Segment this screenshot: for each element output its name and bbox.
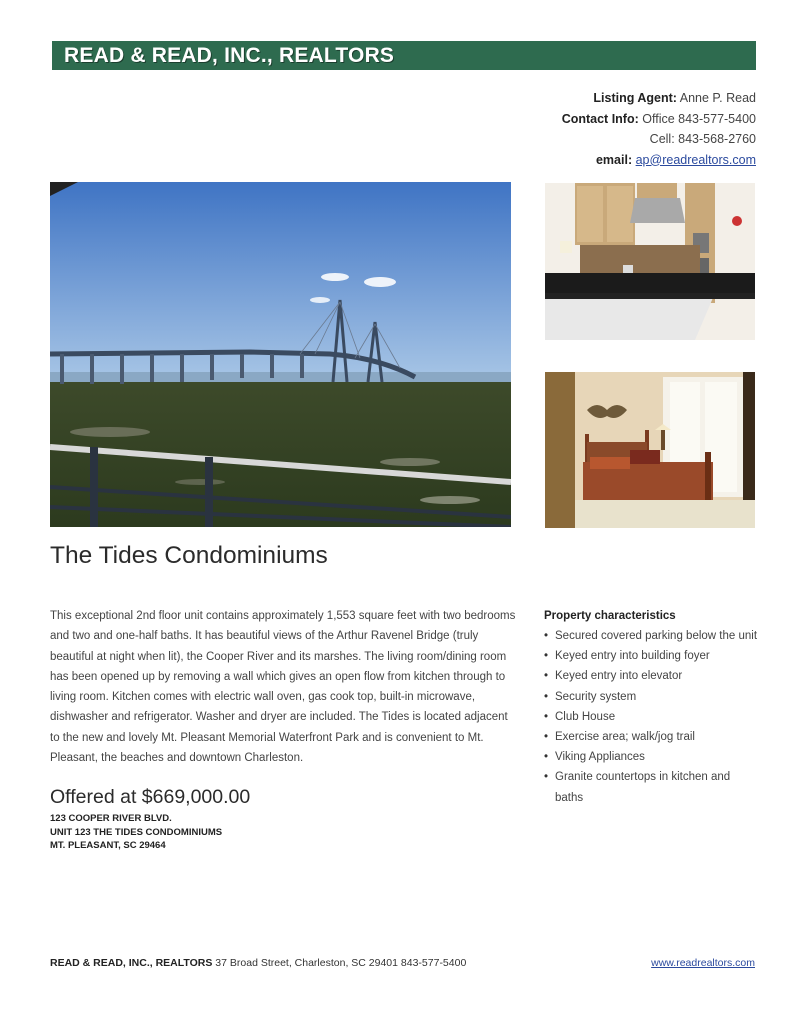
list-item: • Granite countertops in kitchen and baths [544,767,759,807]
company-name: READ & READ, INC., REALTORS [64,44,395,67]
bedroom-photo [545,372,755,528]
listing-agent-label: Listing Agent: [593,91,677,105]
listing-agent-name: Anne P. Read [679,91,756,105]
list-item: • Viking Appliances [544,747,759,767]
cell-phone: Cell: 843-568-2760 [649,132,756,146]
property-address [50,812,222,853]
kitchen-photo [545,183,755,340]
office-phone: Office 843-577-5400 [642,111,756,126]
footer [50,957,466,969]
list-item: • Security system [544,687,759,707]
listing-agent-line [436,88,756,109]
footer-address: 37 Broad Street, Charleston, SC 29401 843-577-5400 [212,957,467,969]
bridge-view-photo [50,182,511,527]
address-line: 123 COOPER RIVER BLVD. [50,813,172,824]
agent-contact [436,88,756,170]
list-item: • Keyed entry into elevator [544,666,759,686]
list-item: • Exercise area; walk/jog trail [544,727,759,747]
property-characteristics-title: Property characteristics [544,610,676,622]
footer-firm: READ & READ, INC., REALTORS [50,957,213,969]
property-list [544,626,759,808]
cell-line [436,129,756,150]
listing-title: The Tides Condominiums [50,542,328,569]
email-label: email: [595,152,633,167]
header-banner [52,41,756,70]
email-link[interactable]: ap@readrealtors.com [635,152,756,167]
website-link[interactable]: www.readrealtors.com [651,957,755,969]
property-characteristics [544,606,759,808]
contact-info-label: Contact Info: [561,111,639,126]
list-item: • Keyed entry into building foyer [544,646,759,666]
address-line: MT. PLEASANT, SC 29464 [50,840,166,851]
address-line: UNIT 123 THE TIDES CONDOMINIUMS [50,826,223,838]
listing-price: Offered at $669,000.00 [50,786,251,808]
list-item: • Secured covered parking below the unit [544,626,759,646]
contact-info-line [436,109,756,130]
list-item: • Club House [544,707,759,727]
listing-description: This exceptional 2nd floor unit contains approximately 1,553 square feet with two bedrooms and two and one-half baths. It has beautiful views of the Arthur Ravenel Bridge (truly beautiful at night when lit), the Cooper River and its marshes. The living room/dining room has been opened up by removing a wall which gives an open flow from kitchen through to living room. Kitchen comes with electric wall oven, gas cook top, built-in microwave, dishwasher and refrigerator. Washer and dryer are included. The Tides is located adjacent to the new and lovely Mt. Pleasant Memorial Waterfront Park and is convenient to Mt. Pleasant, the beaches and downtown Charleston. [50,610,516,765]
email-line [436,150,756,171]
